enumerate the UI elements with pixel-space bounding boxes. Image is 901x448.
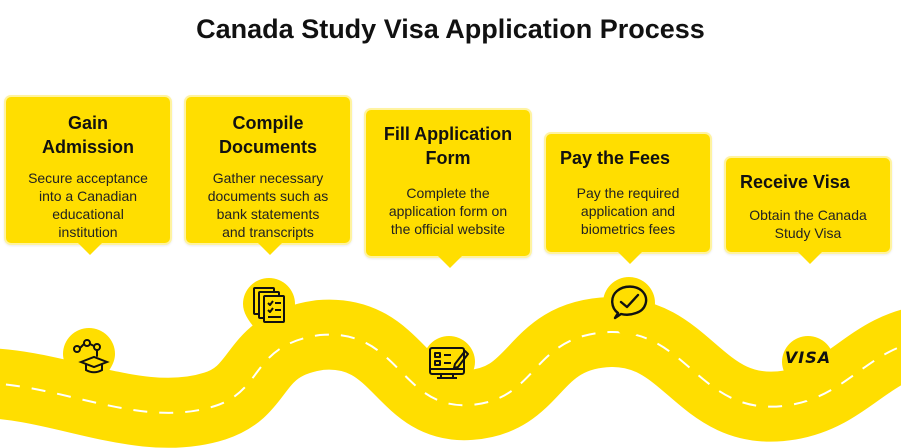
step-pin-1 (61, 326, 117, 396)
step-description (14, 169, 162, 241)
step-title-line: Gain (67, 113, 108, 133)
step-card-gain-admission (4, 95, 172, 245)
desc-line: the official website (390, 221, 506, 237)
desc-line: Obtain the Canada (749, 207, 867, 223)
desc-line: institution (58, 224, 118, 240)
step-title-line: Fill Application (383, 124, 513, 144)
step-card-receive-visa (724, 156, 892, 254)
desc-line: Complete the (406, 185, 490, 201)
step-title-line: Receive Visa (740, 172, 850, 192)
step-title (560, 146, 670, 170)
desc-line: Secure acceptance (28, 170, 148, 186)
step-description (374, 184, 522, 238)
visa-icon: VISA (784, 348, 832, 367)
step-description (194, 169, 342, 241)
graduation-cap-icon (61, 326, 117, 382)
step-card-compile-documents (184, 95, 352, 245)
desc-line: application and (580, 203, 676, 219)
step-title-line: Admission (41, 137, 134, 157)
desc-line: bank statements (216, 206, 320, 222)
payment-check-icon (601, 275, 657, 331)
desc-line: Pay the required (576, 185, 680, 201)
desc-line: biometrics fees (580, 221, 676, 237)
step-card-fill-application-form (364, 108, 532, 258)
desc-line: and transcripts (222, 224, 314, 240)
desc-line: into a Canadian (38, 188, 138, 204)
step-title-line: Pay the Fees (560, 148, 671, 168)
step-title (186, 111, 350, 159)
step-title-line: Compile (232, 113, 304, 133)
desc-line: application form on (388, 203, 508, 219)
desc-line: documents such as (207, 188, 329, 204)
step-pin-5 (780, 334, 836, 404)
step-title (740, 170, 850, 194)
step-description (554, 184, 702, 238)
online-form-icon (421, 334, 477, 390)
documents-checklist-icon (241, 276, 297, 332)
step-title (6, 111, 170, 159)
step-card-pay-the-fees (544, 132, 712, 254)
step-title-line: Form (425, 148, 471, 168)
step-title-line: Documents (218, 137, 317, 157)
step-pin-2 (241, 276, 297, 346)
desc-line: Study Visa (774, 225, 842, 241)
step-pin-4 (601, 275, 657, 345)
page-title: Canada Study Visa Application Process (196, 14, 705, 44)
step-title (366, 122, 530, 170)
step-description (734, 206, 882, 242)
step-pin-3 (421, 334, 477, 404)
desc-line: Gather necessary (212, 170, 324, 186)
desc-line: educational (52, 206, 124, 222)
